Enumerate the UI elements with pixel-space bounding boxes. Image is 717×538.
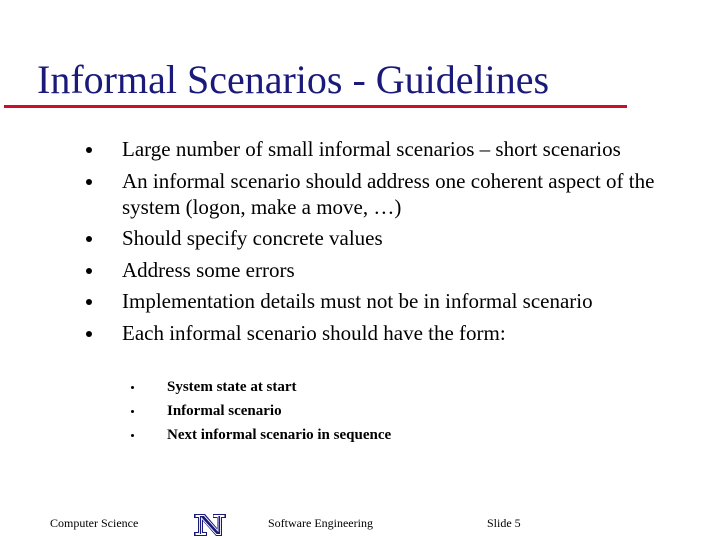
bullet-item	[0, 320, 717, 346]
bullet-item	[0, 225, 717, 251]
sub-bullet-list	[0, 375, 717, 447]
bullet-item	[0, 288, 717, 314]
bullet-dot-icon	[86, 147, 92, 153]
bullet-dot-icon	[86, 179, 92, 185]
slide-title: Informal Scenarios - Guidelines	[37, 57, 550, 102]
bullet-item	[0, 136, 717, 162]
sub-bullet-text: Next informal scenario in sequence	[167, 427, 392, 443]
sub-bullet-dot-icon	[131, 410, 134, 413]
bullet-text: Should specify concrete values	[122, 226, 383, 250]
footer-slide-number: Slide 5	[487, 516, 521, 530]
sub-bullet-text: System state at start	[167, 379, 297, 395]
bullet-text: Each informal scenario should have the form:	[122, 320, 506, 345]
bullet-text: Implementation details must not be in informal scenario	[122, 289, 593, 313]
footer-department: Computer Science	[50, 516, 139, 530]
bullet-item	[0, 257, 717, 283]
sub-bullet-dot-icon	[131, 386, 134, 389]
bullet-text: Address some errors	[122, 257, 295, 282]
sub-bullet-item	[0, 423, 717, 447]
bullet-dot-icon	[86, 331, 92, 337]
sub-bullet-item	[0, 375, 717, 399]
sub-bullet-item	[0, 399, 717, 423]
bullet-text: An informal scenario should address one coherent aspect of the system (logon, make a move, …)	[122, 168, 655, 219]
bullet-dot-icon	[86, 268, 92, 274]
sub-bullet-dot-icon	[131, 434, 134, 437]
title-underline-rule	[4, 105, 627, 108]
bullet-dot-icon	[86, 299, 92, 305]
university-n-logo-icon	[193, 513, 227, 537]
bullet-dot-icon	[86, 236, 92, 242]
bullet-item	[0, 168, 717, 220]
bullet-text: Large number of small informal scenarios – short scenarios	[122, 137, 621, 161]
footer-course-title: Software Engineering	[268, 516, 373, 530]
sub-bullet-text: Informal scenario	[167, 403, 282, 419]
main-bullet-list	[0, 136, 717, 351]
